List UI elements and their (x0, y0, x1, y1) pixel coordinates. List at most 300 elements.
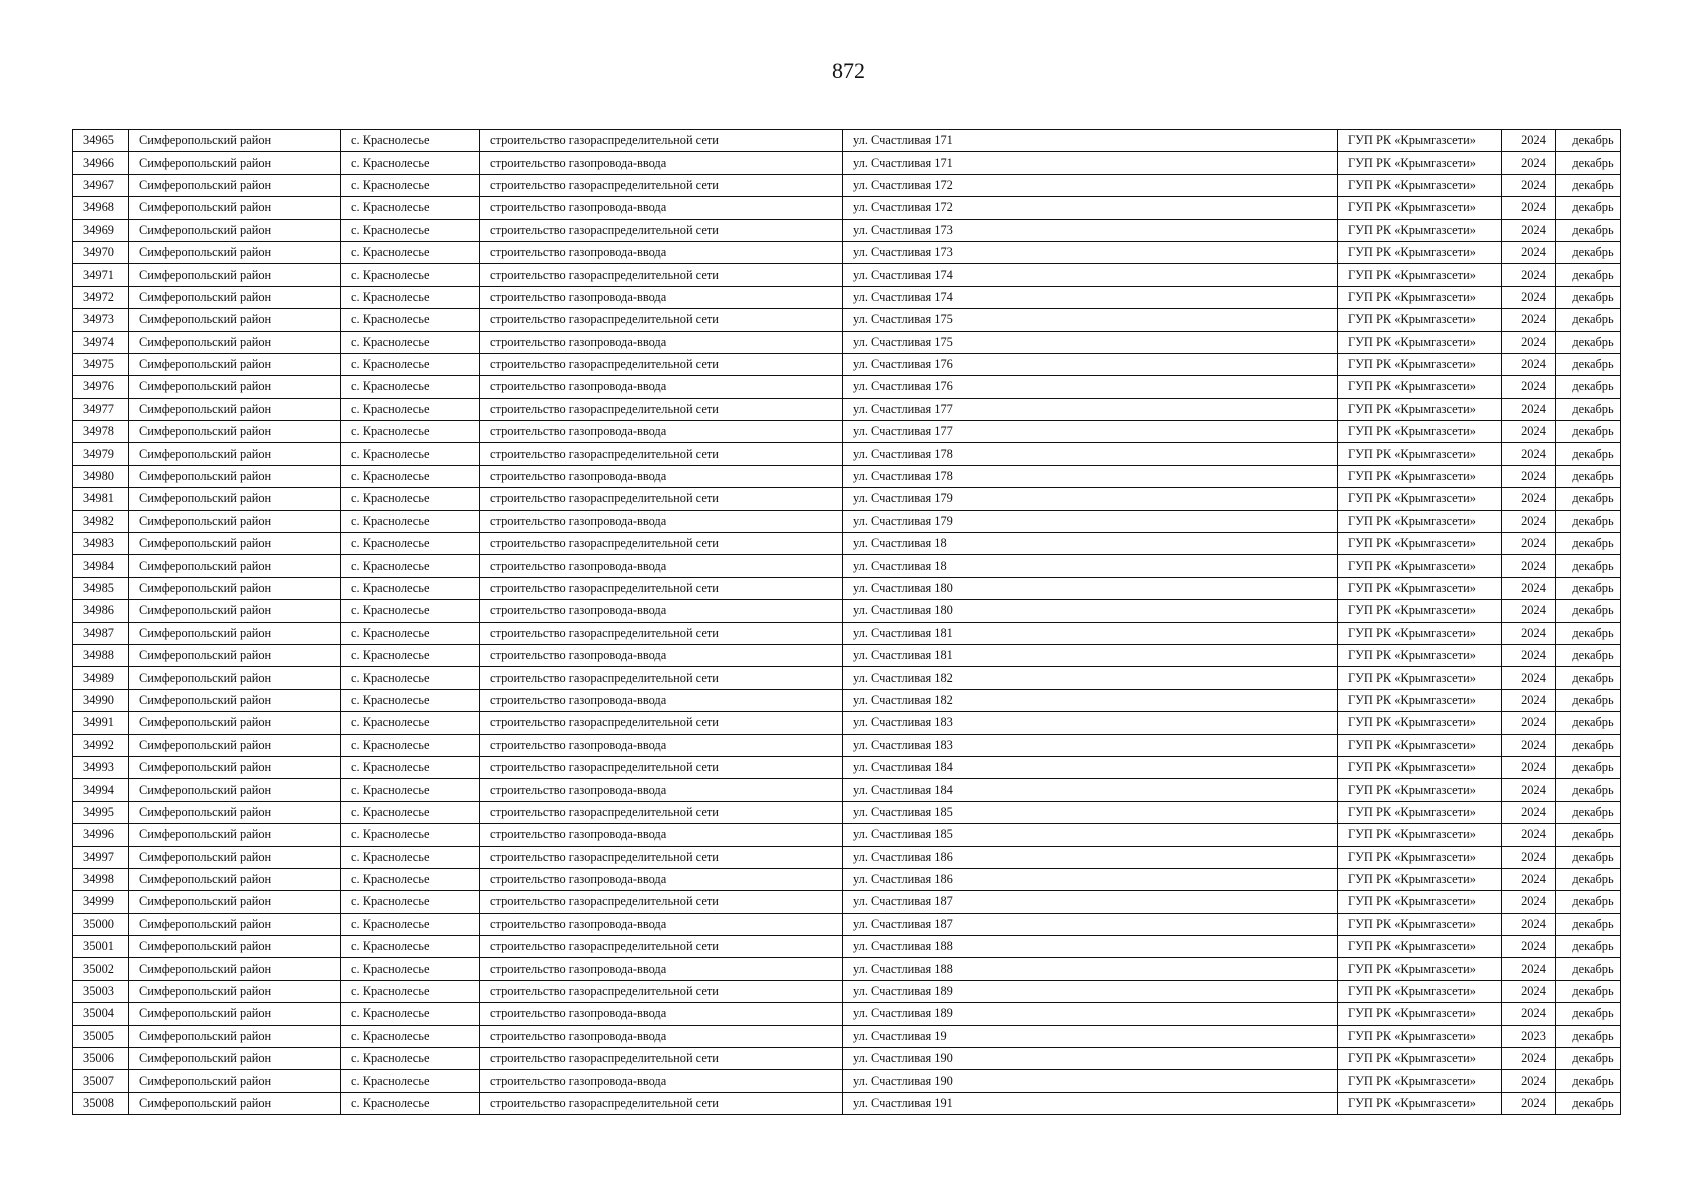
month-cell: декабрь (1556, 936, 1621, 958)
address-cell: ул. Счастливая 183 (843, 712, 1338, 734)
district-cell: Симферопольский район (129, 1092, 341, 1114)
month-cell: декабрь (1556, 913, 1621, 935)
address-cell: ул. Счастливая 188 (843, 936, 1338, 958)
organization-cell: ГУП РК «Крымгазсети» (1338, 1003, 1502, 1025)
district-cell: Симферопольский район (129, 824, 341, 846)
settlement-cell: с. Краснолесье (341, 577, 480, 599)
table-row (73, 152, 1621, 174)
organization-cell: ГУП РК «Крымгазсети» (1338, 980, 1502, 1002)
settlement-cell: с. Краснолесье (341, 309, 480, 331)
settlement-cell: с. Краснолесье (341, 510, 480, 532)
work-type-cell: строительство газопровода-ввода (480, 958, 843, 980)
month-cell: декабрь (1556, 510, 1621, 532)
address-cell: ул. Счастливая 176 (843, 353, 1338, 375)
address-cell: ул. Счастливая 181 (843, 644, 1338, 666)
table-row (73, 219, 1621, 241)
row-number-cell: 34990 (73, 689, 129, 711)
address-cell: ул. Счастливая 179 (843, 488, 1338, 510)
settlement-cell: с. Краснолесье (341, 130, 480, 152)
address-cell: ул. Счастливая 173 (843, 241, 1338, 263)
settlement-cell: с. Краснолесье (341, 846, 480, 868)
organization-cell: ГУП РК «Крымгазсети» (1338, 174, 1502, 196)
row-number-cell: 34997 (73, 846, 129, 868)
row-number-cell: 35004 (73, 1003, 129, 1025)
district-cell: Симферопольский район (129, 1048, 341, 1070)
organization-cell: ГУП РК «Крымгазсети» (1338, 1092, 1502, 1114)
organization-cell: ГУП РК «Крымгазсети» (1338, 891, 1502, 913)
district-cell: Симферопольский район (129, 913, 341, 935)
organization-cell: ГУП РК «Крымгазсети» (1338, 756, 1502, 778)
district-cell: Симферопольский район (129, 331, 341, 353)
month-cell: декабрь (1556, 600, 1621, 622)
district-cell: Симферопольский район (129, 443, 341, 465)
month-cell: декабрь (1556, 264, 1621, 286)
work-type-cell: строительство газораспределительной сети (480, 936, 843, 958)
row-number-cell: 34983 (73, 533, 129, 555)
row-number-cell: 34975 (73, 353, 129, 375)
work-type-cell: строительство газопровода-ввода (480, 376, 843, 398)
district-cell: Симферопольский район (129, 980, 341, 1002)
row-number-cell: 34973 (73, 309, 129, 331)
row-number-cell: 35005 (73, 1025, 129, 1047)
settlement-cell: с. Краснолесье (341, 689, 480, 711)
month-cell: декабрь (1556, 868, 1621, 890)
district-cell: Симферопольский район (129, 174, 341, 196)
district-cell: Симферопольский район (129, 756, 341, 778)
work-type-cell: строительство газораспределительной сети (480, 1048, 843, 1070)
month-cell: декабрь (1556, 846, 1621, 868)
organization-cell: ГУП РК «Крымгазсети» (1338, 1070, 1502, 1092)
year-cell: 2024 (1502, 174, 1556, 196)
settlement-cell: с. Краснолесье (341, 286, 480, 308)
organization-cell: ГУП РК «Крымгазсети» (1338, 376, 1502, 398)
organization-cell: ГУП РК «Крымгазсети» (1338, 533, 1502, 555)
row-number-cell: 35008 (73, 1092, 129, 1114)
settlement-cell: с. Краснолесье (341, 667, 480, 689)
work-type-cell: строительство газораспределительной сети (480, 1092, 843, 1114)
data-table (72, 129, 1621, 1115)
row-number-cell: 34974 (73, 331, 129, 353)
settlement-cell: с. Краснолесье (341, 913, 480, 935)
address-cell: ул. Счастливая 187 (843, 891, 1338, 913)
work-type-cell: строительство газораспределительной сети (480, 891, 843, 913)
address-cell: ул. Счастливая 171 (843, 152, 1338, 174)
year-cell: 2024 (1502, 421, 1556, 443)
work-type-cell: строительство газораспределительной сети (480, 443, 843, 465)
district-cell: Симферопольский район (129, 510, 341, 532)
row-number-cell: 34971 (73, 264, 129, 286)
work-type-cell: строительство газопровода-ввода (480, 241, 843, 263)
district-cell: Симферопольский район (129, 846, 341, 868)
table-row (73, 936, 1621, 958)
district-cell: Симферопольский район (129, 130, 341, 152)
table-row (73, 801, 1621, 823)
address-cell: ул. Счастливая 176 (843, 376, 1338, 398)
work-type-cell: строительство газопровода-ввода (480, 1003, 843, 1025)
address-cell: ул. Счастливая 191 (843, 1092, 1338, 1114)
row-number-cell: 34976 (73, 376, 129, 398)
district-cell: Симферопольский район (129, 1025, 341, 1047)
month-cell: декабрь (1556, 958, 1621, 980)
work-type-cell: строительство газораспределительной сети (480, 174, 843, 196)
organization-cell: ГУП РК «Крымгазсети» (1338, 197, 1502, 219)
month-cell: декабрь (1556, 219, 1621, 241)
year-cell: 2024 (1502, 152, 1556, 174)
row-number-cell: 34991 (73, 712, 129, 734)
address-cell: ул. Счастливая 178 (843, 443, 1338, 465)
address-cell: ул. Счастливая 190 (843, 1070, 1338, 1092)
month-cell: декабрь (1556, 801, 1621, 823)
month-cell: декабрь (1556, 286, 1621, 308)
row-number-cell: 34986 (73, 600, 129, 622)
month-cell: декабрь (1556, 331, 1621, 353)
row-number-cell: 34977 (73, 398, 129, 420)
row-number-cell: 34987 (73, 622, 129, 644)
address-cell: ул. Счастливая 18 (843, 533, 1338, 555)
table-row (73, 980, 1621, 1002)
row-number-cell: 34967 (73, 174, 129, 196)
settlement-cell: с. Краснолесье (341, 936, 480, 958)
table-row (73, 868, 1621, 890)
year-cell: 2024 (1502, 958, 1556, 980)
year-cell: 2024 (1502, 734, 1556, 756)
organization-cell: ГУП РК «Крымгазсети» (1338, 398, 1502, 420)
address-cell: ул. Счастливая 185 (843, 824, 1338, 846)
row-number-cell: 34989 (73, 667, 129, 689)
organization-cell: ГУП РК «Крымгазсети» (1338, 779, 1502, 801)
row-number-cell: 34980 (73, 465, 129, 487)
address-cell: ул. Счастливая 189 (843, 1003, 1338, 1025)
table-row (73, 331, 1621, 353)
month-cell: декабрь (1556, 197, 1621, 219)
table-row (73, 846, 1621, 868)
month-cell: декабрь (1556, 667, 1621, 689)
district-cell: Симферопольский район (129, 398, 341, 420)
work-type-cell: строительство газопровода-ввода (480, 600, 843, 622)
organization-cell: ГУП РК «Крымгазсети» (1338, 801, 1502, 823)
work-type-cell: строительство газопровода-ввода (480, 1025, 843, 1047)
table-row (73, 376, 1621, 398)
work-type-cell: строительство газораспределительной сети (480, 577, 843, 599)
settlement-cell: с. Краснолесье (341, 241, 480, 263)
organization-cell: ГУП РК «Крымгазсети» (1338, 667, 1502, 689)
district-cell: Симферопольский район (129, 376, 341, 398)
work-type-cell: строительство газопровода-ввода (480, 689, 843, 711)
settlement-cell: с. Краснолесье (341, 465, 480, 487)
organization-cell: ГУП РК «Крымгазсети» (1338, 331, 1502, 353)
month-cell: декабрь (1556, 577, 1621, 599)
address-cell: ул. Счастливая 177 (843, 398, 1338, 420)
year-cell: 2024 (1502, 286, 1556, 308)
work-type-cell: строительство газораспределительной сети (480, 756, 843, 778)
row-number-cell: 35003 (73, 980, 129, 1002)
settlement-cell: с. Краснолесье (341, 1003, 480, 1025)
work-type-cell: строительство газопровода-ввода (480, 824, 843, 846)
settlement-cell: с. Краснолесье (341, 801, 480, 823)
year-cell: 2024 (1502, 488, 1556, 510)
address-cell: ул. Счастливая 19 (843, 1025, 1338, 1047)
table-row (73, 174, 1621, 196)
district-cell: Симферопольский район (129, 868, 341, 890)
year-cell: 2024 (1502, 936, 1556, 958)
organization-cell: ГУП РК «Крымгазсети» (1338, 353, 1502, 375)
year-cell: 2024 (1502, 577, 1556, 599)
year-cell: 2024 (1502, 443, 1556, 465)
table-row (73, 1092, 1621, 1114)
address-cell: ул. Счастливая 184 (843, 779, 1338, 801)
district-cell: Симферопольский район (129, 958, 341, 980)
organization-cell: ГУП РК «Крымгазсети» (1338, 958, 1502, 980)
year-cell: 2024 (1502, 644, 1556, 666)
work-type-cell: строительство газораспределительной сети (480, 801, 843, 823)
organization-cell: ГУП РК «Крымгазсети» (1338, 1025, 1502, 1047)
address-cell: ул. Счастливая 184 (843, 756, 1338, 778)
year-cell: 2024 (1502, 712, 1556, 734)
year-cell: 2024 (1502, 353, 1556, 375)
work-type-cell: строительство газопровода-ввода (480, 734, 843, 756)
organization-cell: ГУП РК «Крымгазсети» (1338, 936, 1502, 958)
row-number-cell: 35000 (73, 913, 129, 935)
settlement-cell: с. Краснолесье (341, 824, 480, 846)
address-cell: ул. Счастливая 181 (843, 622, 1338, 644)
work-type-cell: строительство газораспределительной сети (480, 130, 843, 152)
address-cell: ул. Счастливая 185 (843, 801, 1338, 823)
district-cell: Симферопольский район (129, 577, 341, 599)
row-number-cell: 34979 (73, 443, 129, 465)
year-cell: 2024 (1502, 600, 1556, 622)
settlement-cell: с. Краснолесье (341, 891, 480, 913)
district-cell: Симферопольский район (129, 891, 341, 913)
address-cell: ул. Счастливая 188 (843, 958, 1338, 980)
row-number-cell: 34965 (73, 130, 129, 152)
year-cell: 2024 (1502, 913, 1556, 935)
year-cell: 2024 (1502, 533, 1556, 555)
address-cell: ул. Счастливая 179 (843, 510, 1338, 532)
table-row (73, 1025, 1621, 1047)
table-row (73, 398, 1621, 420)
table-row (73, 622, 1621, 644)
month-cell: декабрь (1556, 465, 1621, 487)
district-cell: Симферопольский район (129, 197, 341, 219)
table-row (73, 756, 1621, 778)
year-cell: 2024 (1502, 622, 1556, 644)
work-type-cell: строительство газопровода-ввода (480, 510, 843, 532)
settlement-cell: с. Краснолесье (341, 1048, 480, 1070)
year-cell: 2024 (1502, 331, 1556, 353)
settlement-cell: с. Краснолесье (341, 197, 480, 219)
address-cell: ул. Счастливая 172 (843, 174, 1338, 196)
organization-cell: ГУП РК «Крымгазсети» (1338, 1048, 1502, 1070)
table-row (73, 286, 1621, 308)
month-cell: декабрь (1556, 421, 1621, 443)
settlement-cell: с. Краснолесье (341, 331, 480, 353)
table-row (73, 510, 1621, 532)
work-type-cell: строительство газопровода-ввода (480, 868, 843, 890)
address-cell: ул. Счастливая 183 (843, 734, 1338, 756)
row-number-cell: 34988 (73, 644, 129, 666)
row-number-cell: 34972 (73, 286, 129, 308)
district-cell: Симферопольский район (129, 533, 341, 555)
work-type-cell: строительство газораспределительной сети (480, 712, 843, 734)
month-cell: декабрь (1556, 443, 1621, 465)
settlement-cell: с. Краснолесье (341, 644, 480, 666)
table-row (73, 644, 1621, 666)
table-row (73, 241, 1621, 263)
organization-cell: ГУП РК «Крымгазсети» (1338, 286, 1502, 308)
year-cell: 2024 (1502, 130, 1556, 152)
month-cell: декабрь (1556, 376, 1621, 398)
year-cell: 2024 (1502, 667, 1556, 689)
organization-cell: ГУП РК «Крымгазсети» (1338, 846, 1502, 868)
year-cell: 2024 (1502, 1048, 1556, 1070)
district-cell: Симферопольский район (129, 689, 341, 711)
table-row (73, 488, 1621, 510)
row-number-cell: 34969 (73, 219, 129, 241)
row-number-cell: 34996 (73, 824, 129, 846)
month-cell: декабрь (1556, 1070, 1621, 1092)
address-cell: ул. Счастливая 190 (843, 1048, 1338, 1070)
year-cell: 2024 (1502, 510, 1556, 532)
month-cell: декабрь (1556, 1003, 1621, 1025)
month-cell: декабрь (1556, 1025, 1621, 1047)
year-cell: 2024 (1502, 980, 1556, 1002)
month-cell: декабрь (1556, 779, 1621, 801)
row-number-cell: 34985 (73, 577, 129, 599)
row-number-cell: 34970 (73, 241, 129, 263)
month-cell: декабрь (1556, 756, 1621, 778)
address-cell: ул. Счастливая 175 (843, 331, 1338, 353)
table-row (73, 197, 1621, 219)
page-number: 872 (832, 58, 865, 83)
work-type-cell: строительство газораспределительной сети (480, 353, 843, 375)
work-type-cell: строительство газопровода-ввода (480, 331, 843, 353)
organization-cell: ГУП РК «Крымгазсети» (1338, 868, 1502, 890)
settlement-cell: с. Краснолесье (341, 533, 480, 555)
organization-cell: ГУП РК «Крымгазсети» (1338, 824, 1502, 846)
district-cell: Симферопольский район (129, 465, 341, 487)
work-type-cell: строительство газопровода-ввода (480, 421, 843, 443)
address-cell: ул. Счастливая 189 (843, 980, 1338, 1002)
district-cell: Симферопольский район (129, 1003, 341, 1025)
year-cell: 2024 (1502, 241, 1556, 263)
table-row (73, 264, 1621, 286)
month-cell: декабрь (1556, 1048, 1621, 1070)
work-type-cell: строительство газораспределительной сети (480, 309, 843, 331)
month-cell: декабрь (1556, 622, 1621, 644)
settlement-cell: с. Краснолесье (341, 219, 480, 241)
table-row (73, 555, 1621, 577)
work-type-cell: строительство газораспределительной сети (480, 667, 843, 689)
settlement-cell: с. Краснолесье (341, 443, 480, 465)
organization-cell: ГУП РК «Крымгазсети» (1338, 309, 1502, 331)
row-number-cell: 34994 (73, 779, 129, 801)
year-cell: 2024 (1502, 1003, 1556, 1025)
settlement-cell: с. Краснолесье (341, 376, 480, 398)
organization-cell: ГУП РК «Крымгазсети» (1338, 421, 1502, 443)
settlement-cell: с. Краснолесье (341, 958, 480, 980)
table-row (73, 309, 1621, 331)
table-row (73, 824, 1621, 846)
row-number-cell: 35007 (73, 1070, 129, 1092)
organization-cell: ГУП РК «Крымгазсети» (1338, 241, 1502, 263)
organization-cell: ГУП РК «Крымгазсети» (1338, 555, 1502, 577)
work-type-cell: строительство газопровода-ввода (480, 465, 843, 487)
year-cell: 2024 (1502, 846, 1556, 868)
month-cell: декабрь (1556, 980, 1621, 1002)
work-type-cell: строительство газопровода-ввода (480, 644, 843, 666)
table-row (73, 577, 1621, 599)
address-cell: ул. Счастливая 186 (843, 846, 1338, 868)
district-cell: Симферопольский район (129, 488, 341, 510)
table-row (73, 891, 1621, 913)
organization-cell: ГУП РК «Крымгазсети» (1338, 130, 1502, 152)
address-cell: ул. Счастливая 18 (843, 555, 1338, 577)
row-number-cell: 34968 (73, 197, 129, 219)
address-cell: ул. Счастливая 175 (843, 309, 1338, 331)
year-cell: 2024 (1502, 891, 1556, 913)
year-cell: 2024 (1502, 555, 1556, 577)
address-cell: ул. Счастливая 171 (843, 130, 1338, 152)
district-cell: Симферопольский район (129, 219, 341, 241)
address-cell: ул. Счастливая 182 (843, 667, 1338, 689)
organization-cell: ГУП РК «Крымгазсети» (1338, 219, 1502, 241)
district-cell: Симферопольский район (129, 622, 341, 644)
district-cell: Симферопольский район (129, 644, 341, 666)
settlement-cell: с. Краснолесье (341, 555, 480, 577)
settlement-cell: с. Краснолесье (341, 488, 480, 510)
organization-cell: ГУП РК «Крымгазсети» (1338, 600, 1502, 622)
month-cell: декабрь (1556, 130, 1621, 152)
work-type-cell: строительство газораспределительной сети (480, 533, 843, 555)
row-number-cell: 34982 (73, 510, 129, 532)
settlement-cell: с. Краснолесье (341, 264, 480, 286)
work-type-cell: строительство газопровода-ввода (480, 779, 843, 801)
address-cell: ул. Счастливая 178 (843, 465, 1338, 487)
month-cell: декабрь (1556, 353, 1621, 375)
district-cell: Симферопольский район (129, 779, 341, 801)
month-cell: декабрь (1556, 488, 1621, 510)
work-type-cell: строительство газопровода-ввода (480, 913, 843, 935)
year-cell: 2024 (1502, 219, 1556, 241)
table-row (73, 443, 1621, 465)
row-number-cell: 34984 (73, 555, 129, 577)
table-row (73, 958, 1621, 980)
row-number-cell: 34966 (73, 152, 129, 174)
year-cell: 2024 (1502, 801, 1556, 823)
work-type-cell: строительство газораспределительной сети (480, 488, 843, 510)
district-cell: Симферопольский район (129, 712, 341, 734)
settlement-cell: с. Краснолесье (341, 1070, 480, 1092)
month-cell: декабрь (1556, 891, 1621, 913)
month-cell: декабрь (1556, 555, 1621, 577)
organization-cell: ГУП РК «Крымгазсети» (1338, 510, 1502, 532)
table-row (73, 667, 1621, 689)
work-type-cell: строительство газопровода-ввода (480, 286, 843, 308)
work-type-cell: строительство газораспределительной сети (480, 846, 843, 868)
table-row (73, 913, 1621, 935)
organization-cell: ГУП РК «Крымгазсети» (1338, 465, 1502, 487)
year-cell: 2024 (1502, 756, 1556, 778)
table-row (73, 1070, 1621, 1092)
address-cell: ул. Счастливая 172 (843, 197, 1338, 219)
district-cell: Симферопольский район (129, 555, 341, 577)
year-cell: 2024 (1502, 376, 1556, 398)
month-cell: декабрь (1556, 174, 1621, 196)
organization-cell: ГУП РК «Крымгазсети» (1338, 488, 1502, 510)
organization-cell: ГУП РК «Крымгазсети» (1338, 734, 1502, 756)
address-cell: ул. Счастливая 177 (843, 421, 1338, 443)
table-row (73, 130, 1621, 152)
